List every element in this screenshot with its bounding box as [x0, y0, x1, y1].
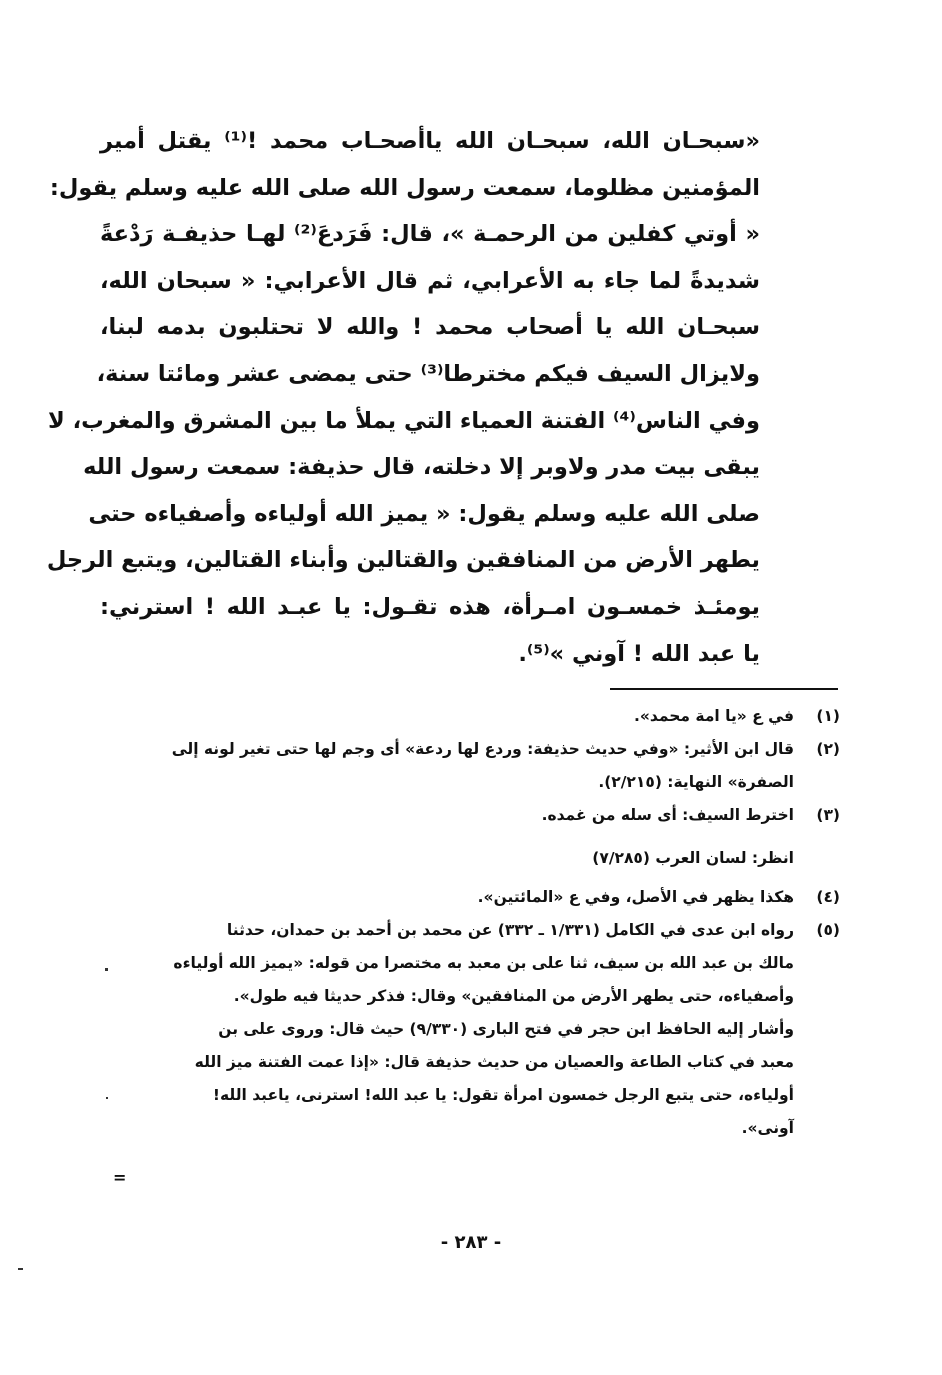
scan-speck [105, 968, 108, 971]
footnote-text: اخترط السيف: أى سله من غمده. [541, 806, 794, 824]
footnote-5 [120, 914, 840, 1013]
footnote-text: مالك بن عبد الله بن سيف، ثنا على بن معبد به مختصرا من قوله: «يميز الله أولياءه [173, 954, 794, 972]
footnote-number: (٤) [816, 888, 840, 906]
footnote-3-reference: انظر: لسان العرب (٧/٢٨٥) [592, 849, 794, 867]
footnote-divider [610, 688, 838, 690]
footnote-4 [120, 881, 840, 914]
footnote-number: (٣) [816, 806, 840, 824]
main-text-line: يطهر الأرض من المنافقين والقتالين وأبناء القتالين، ويتبع الرجل [46, 547, 760, 574]
continuation-mark: = [113, 1168, 127, 1187]
footnote-5-continuation: أولياءه، حتى يتبع الرجل خمسون امرأة تقول: يا عبد الله! استرنى، ياعبد الله! [212, 1086, 794, 1104]
scan-speck [106, 1097, 108, 1099]
main-text-line: «سبحـان الله، سبحـان الله ياأصحـاب محمد !⁽¹⁾ يقتل أمير [100, 128, 760, 154]
footnote-text: قال ابن الأثير: «وفي حديث حذيفة: وردع لها ردعة» أى وجم لها حتى تغير لونه إلى [171, 740, 794, 758]
main-text [46, 118, 760, 677]
footnote-number: (٥) [816, 921, 840, 939]
footnote-number: (١) [816, 707, 840, 725]
footnote-text: وأصفياءه، حتى يطهر الأرض من المنافقين» وقال: فذكر حديثا فيه طول». [233, 987, 794, 1005]
footnote-number: (٢) [816, 740, 840, 758]
main-text-line: سبحـان الله يا أصحاب محمد ! والله لا تحتلبون بدمه لبنا، [100, 314, 760, 341]
scan-speck [18, 1268, 23, 1270]
main-text-line: « أوتي كفلين من الرحمـة »، قال: فَرَدعَ⁽²⁾ لهـا حذيفـة رَدْعةً [100, 221, 760, 248]
footnote-text: الصفرة» النهاية: (٢/٢١٥). [598, 773, 794, 791]
footnote-3 [120, 799, 840, 832]
footnote-1 [120, 700, 840, 733]
main-text-line: شديدةً لما جاء به الأعرابي، ثم قال الأعرابي: « سبحان الله، [100, 267, 760, 294]
footnote-text: رواه ابن عدى في الكامل (١/٣٣١ ـ ٣٣٢) عن محمد بن أحمد بن حمدان، حدثنا [226, 921, 794, 939]
footnote-5-continuation: آونى». [741, 1119, 794, 1137]
main-text-line: صلى الله عليه وسلم يقول: « يميز الله أولياءه وأصفياءه حتى [88, 500, 760, 527]
main-text-line: وفي الناس⁽⁴⁾ الفتنة العمياء التي يملأ ما بين المشرق والمغرب، لا [47, 407, 760, 434]
main-text-line: ولايزال السيف فيكم مخترطا⁽³⁾ حتى يمضى عشر ومائتا سنة، [96, 360, 760, 387]
footnote-text: في ع «يا امة محمد». [634, 707, 794, 725]
footnote-2 [120, 733, 840, 799]
page-number: - ٢٨٣ - [440, 1232, 502, 1253]
footnote-text: هكذا يظهر في الأصل، وفي ع «المائتين». [477, 888, 794, 906]
main-text-line: يومئـذ خمسـون امـرأة، هذه تقـول: يا عبـد الله ! استرني: [100, 593, 760, 620]
main-text-line: المؤمنين مظلوما، سمعت رسول الله صلى الله عليه وسلم يقول: [49, 174, 760, 201]
main-text-line: يبقى بيت مدر ولاوبر إلا دخلته، قال حذيفة: سمعت رسول الله [83, 454, 760, 481]
main-text-line: يا عبد الله ! آوني »⁽⁵⁾. [518, 640, 760, 667]
footnotes [120, 700, 840, 1145]
footnote-5-continuation: وأشار إليه الحافظ ابن حجر في فتح البارى (٩/٣٣٠) حيث قال: وروى على بن [218, 1020, 794, 1038]
footnote-5-continuation: معبد في كتاب الطاعة والعصيان من حديث حذيفة قال: «إذا عمت الفتنة ميز الله [194, 1053, 794, 1071]
